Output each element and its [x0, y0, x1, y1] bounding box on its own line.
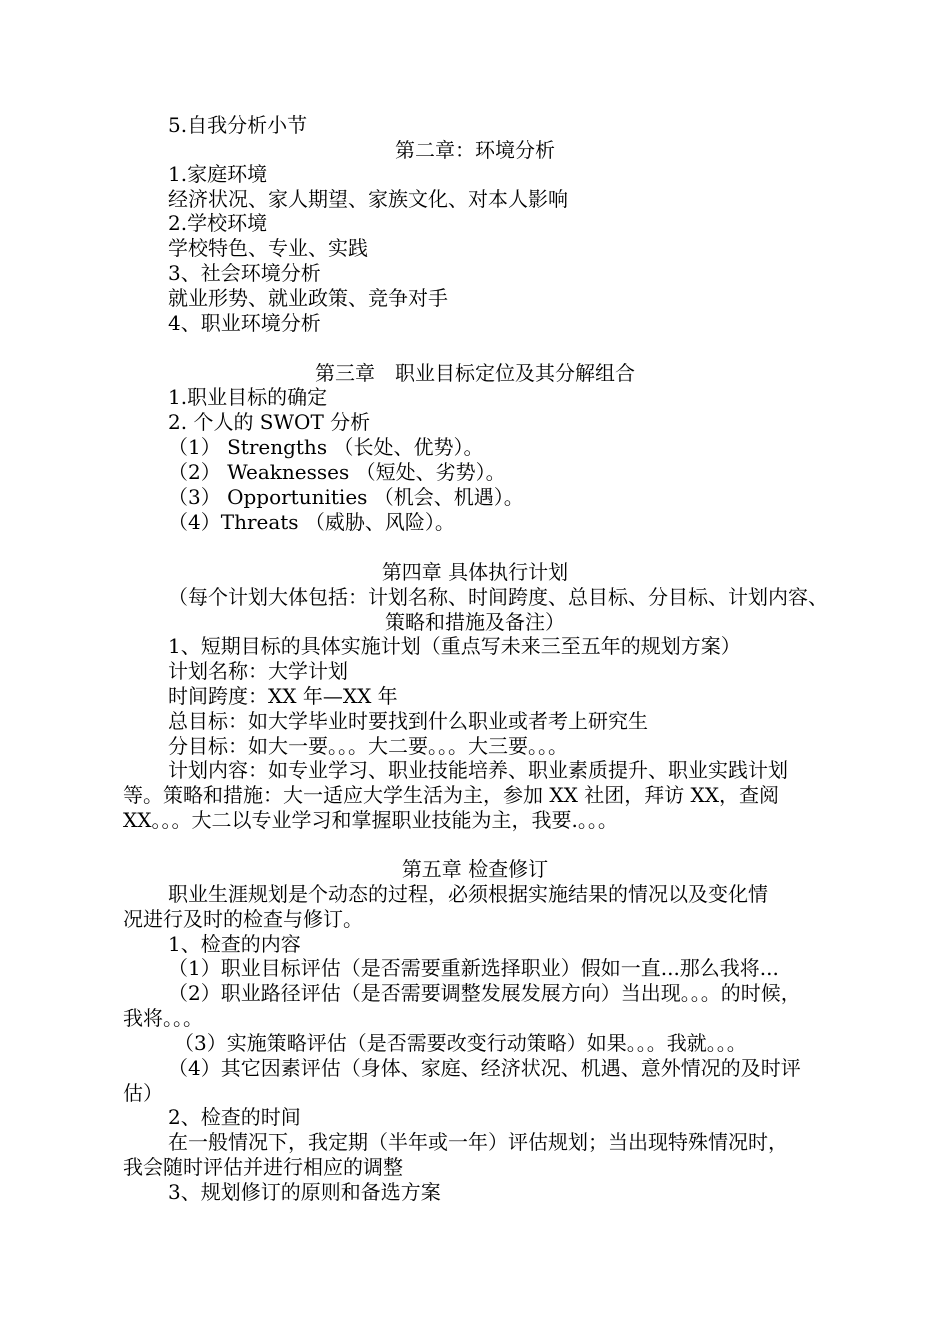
- chapter-2-title: 第二章：环境分析: [395, 138, 555, 162]
- ch2-line: 1.家庭环境: [168, 162, 268, 186]
- ch4-note: （每个计划大体包括：计划名称、时间跨度、总目标、分目标、计划内容、: [168, 585, 828, 609]
- ch2-line: 就业形势、就业政策、竞争对手: [168, 286, 448, 310]
- ch4-line: 时间跨度：XX 年—XX 年: [168, 684, 398, 708]
- chapter-5-title: 第五章 检查修订: [401, 857, 549, 881]
- ch5-paragraph-line: 在一般情况下，我定期（半年或一年）评估规划；当出现特殊情况时，: [168, 1130, 788, 1154]
- ch5-paragraph-line: 况进行及时的检查与修订。: [123, 907, 363, 931]
- ch3-line: 1.职业目标的确定: [168, 385, 328, 409]
- ch5-paragraph-line: 我会随时评估并进行相应的调整: [123, 1155, 403, 1179]
- ch2-line: 2.学校环境: [168, 211, 268, 235]
- ch4-paragraph-line: 等。策略和措施：大一适应大学生活为主，参加 XX 社团，拜访 XX，查阅: [123, 783, 780, 807]
- ch4-line: 总目标：如大学毕业时要找到什么职业或者考上研究生: [168, 709, 648, 733]
- ch5-line: 我将。。。: [123, 1006, 203, 1030]
- ch5-line: 2、检查的时间: [168, 1105, 301, 1129]
- ch4-note: 策略和措施及备注）: [385, 610, 565, 634]
- ch2-line: 4、职业环境分析: [168, 311, 321, 335]
- ch2-line: 经济状况、家人期望、家族文化、对本人影响: [168, 187, 568, 211]
- ch3-line: （4）Threats （威胁、风险）。: [168, 510, 455, 534]
- ch5-line: （2）职业路径评估（是否需要调整发展发展方向）当出现。。。的时候，: [168, 981, 801, 1005]
- ch4-line: 分目标：如大一要。。。大二要。。。大三要。。。: [168, 734, 568, 758]
- ch4-paragraph-line: XX。。。大二以专业学习和掌握职业技能为主，我要.。。。: [123, 808, 618, 832]
- ch4-line: 计划名称：大学计划: [168, 659, 348, 683]
- ch5-line: 1、检查的内容: [168, 932, 301, 956]
- ch2-line: 学校特色、专业、实践: [168, 236, 368, 260]
- ch3-line: （1） Strengths （长处、优势）。: [168, 435, 484, 459]
- ch2-line: 3、社会环境分析: [168, 261, 321, 285]
- chapter-3-title: 第三章 职业目标定位及其分解组合: [315, 361, 635, 385]
- ch4-line: 1、短期目标的具体实施计划（重点写未来三至五年的规划方案）: [168, 634, 741, 658]
- ch4-paragraph-line: 计划内容：如专业学习、职业技能培养、职业素质提升、职业实践计划: [168, 758, 788, 782]
- ch3-line: （3） Opportunities （机会、机遇）。: [168, 485, 524, 509]
- chapter-4-title: 第四章 具体执行计划: [381, 560, 569, 584]
- ch5-line: （4）其它因素评估（身体、家庭、经济状况、机遇、意外情况的及时评: [168, 1056, 801, 1080]
- ch3-line: 2. 个人的 SWOT 分析: [168, 410, 371, 434]
- ch1-item-5: 5.自我分析小节: [168, 113, 308, 137]
- ch5-line: （3）实施策略评估（是否需要改变行动策略）如果。。。我就。。。: [174, 1031, 747, 1055]
- ch5-line: （1）职业目标评估（是否需要重新选择职业）假如一直...那么我将...: [168, 956, 779, 980]
- ch3-line: （2） Weaknesses （短处、劣势）。: [168, 460, 506, 484]
- ch5-line: 3、规划修订的原则和备选方案: [168, 1180, 441, 1204]
- ch5-line: 估）: [123, 1081, 163, 1105]
- ch5-paragraph-line: 职业生涯规划是个动态的过程，必须根据实施结果的情况以及变化情: [168, 882, 768, 906]
